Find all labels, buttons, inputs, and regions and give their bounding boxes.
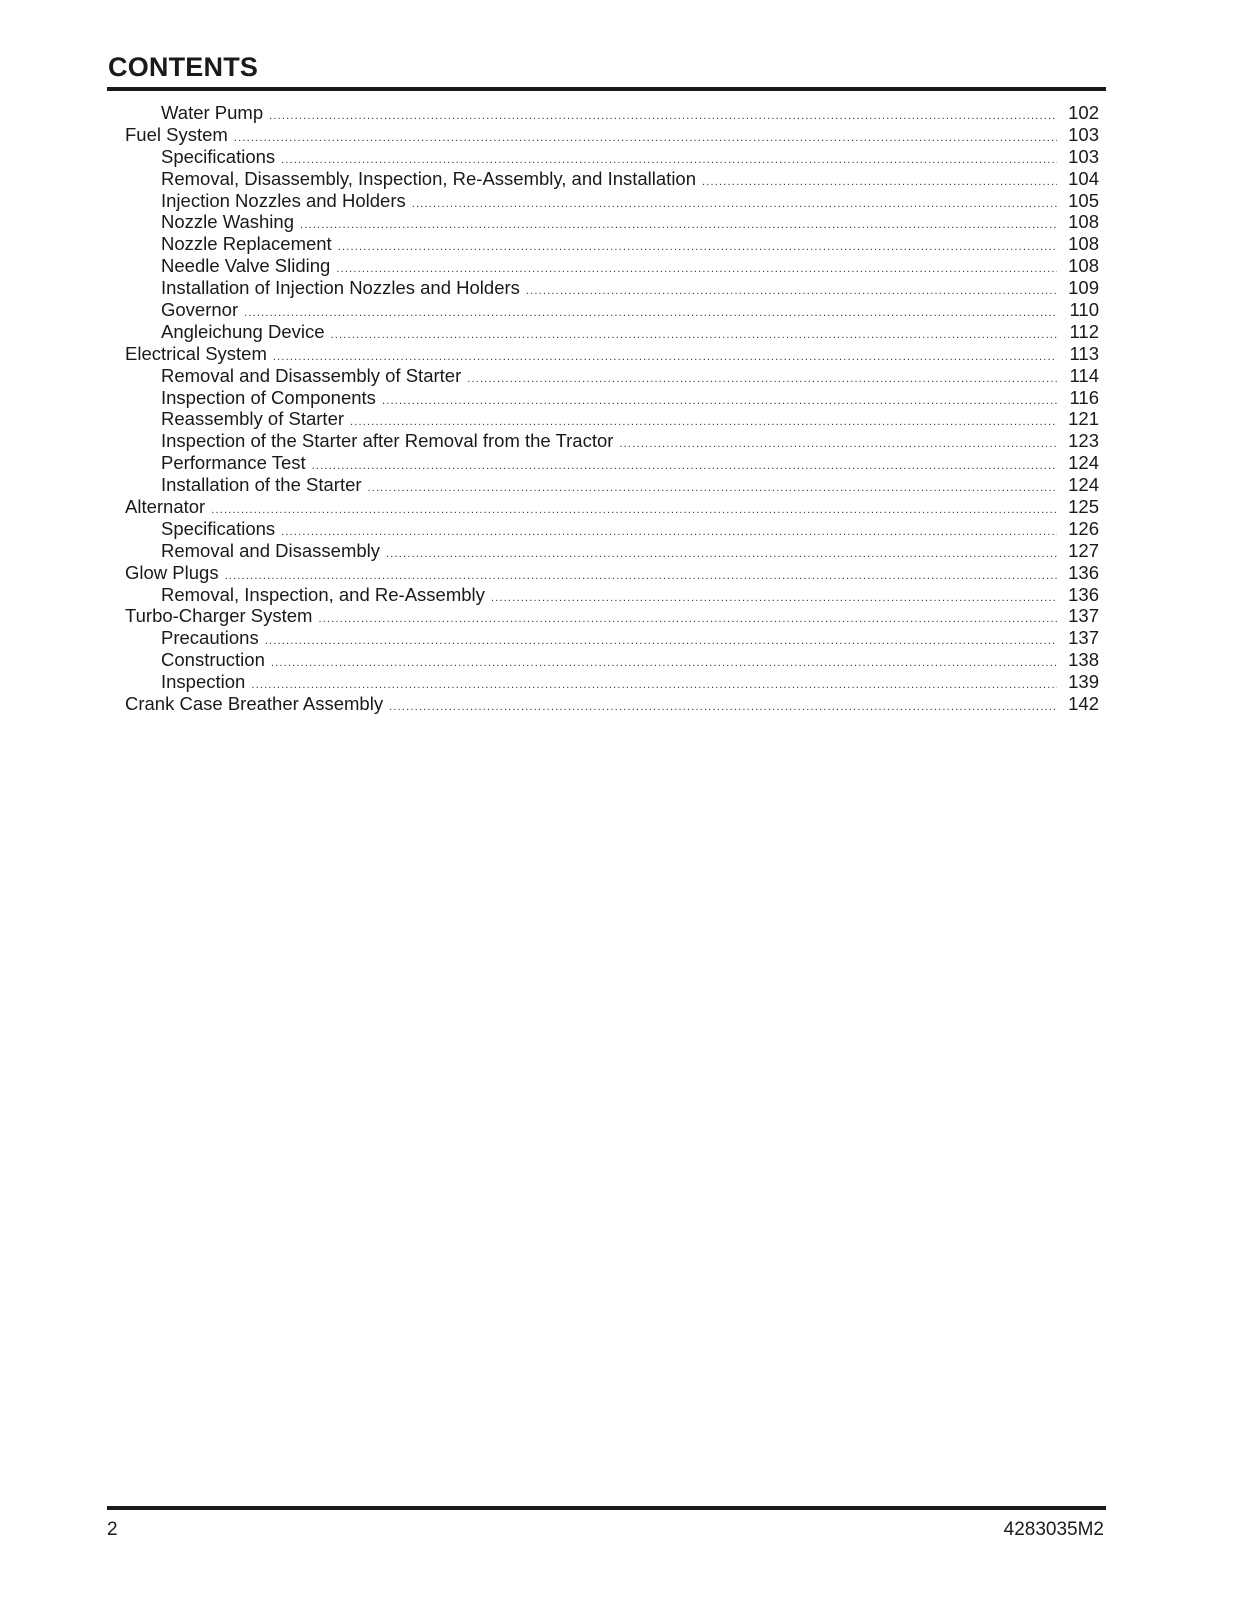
toc-entry-title: Specifications (161, 517, 276, 539)
toc-entry-title: Alternator (125, 496, 206, 518)
toc-entry[interactable] (107, 649, 1099, 671)
toc-entry[interactable] (107, 233, 1099, 255)
dot-leader (300, 215, 1057, 233)
toc-entry-title: Specifications (161, 145, 276, 167)
toc-entry-page-number: 126 (1068, 517, 1099, 539)
toc-entry[interactable] (107, 102, 1099, 124)
toc-entry[interactable] (107, 540, 1099, 562)
toc-entry[interactable] (107, 605, 1099, 627)
toc-entry[interactable] (107, 124, 1099, 146)
dot-leader (526, 281, 1057, 299)
toc-entry-page-number: 103 (1068, 123, 1099, 145)
toc-entry-page-number: 127 (1068, 539, 1099, 561)
dot-leader (234, 128, 1057, 146)
dot-leader (389, 697, 1057, 715)
table-of-contents (107, 102, 1099, 715)
toc-entry[interactable] (107, 168, 1099, 190)
toc-entry-title: Installation of the Starter (161, 474, 362, 496)
toc-entry-page-number: 105 (1068, 189, 1099, 211)
toc-entry-page-number: 108 (1068, 211, 1099, 233)
toc-entry-title: Needle Valve Sliding (161, 255, 331, 277)
dot-leader (331, 325, 1057, 343)
toc-entry[interactable] (107, 518, 1099, 540)
footer-document-code: 4283035M2 (1003, 1519, 1104, 1540)
toc-entry-title: Glow Plugs (125, 561, 219, 583)
toc-entry[interactable] (107, 452, 1099, 474)
toc-entry-title: Inspection (161, 671, 246, 693)
toc-entry-page-number: 110 (1069, 299, 1099, 321)
toc-entry-title: Removal, Disassembly, Inspection, Re-Assembly, and Installation (161, 167, 697, 189)
toc-entry-title: Inspection of Components (161, 386, 376, 408)
toc-entry[interactable] (107, 211, 1099, 233)
toc-entry-title: Installation of Injection Nozzles and Holders (161, 277, 520, 299)
toc-entry-page-number: 113 (1069, 342, 1099, 364)
toc-entry-page-number: 124 (1068, 474, 1099, 496)
footer-page-number: 2 (107, 1519, 118, 1540)
dot-leader (244, 303, 1057, 321)
toc-entry[interactable] (107, 408, 1099, 430)
toc-entry-page-number: 137 (1068, 605, 1099, 627)
toc-entry[interactable] (107, 496, 1099, 518)
toc-entry-title: Removal and Disassembly of Starter (161, 364, 462, 386)
toc-entry-title: Nozzle Replacement (161, 233, 332, 255)
toc-entry-title: Removal and Disassembly (161, 539, 381, 561)
toc-entry-title: Water Pump (161, 102, 264, 123)
toc-entry-page-number: 139 (1068, 671, 1099, 693)
toc-entry-title: Injection Nozzles and Holders (161, 189, 406, 211)
dot-leader (368, 478, 1057, 496)
toc-entry-title: Inspection of the Starter after Removal from the Tractor (161, 430, 614, 452)
dot-leader (382, 391, 1057, 409)
toc-entry-page-number: 102 (1068, 102, 1099, 123)
toc-entry-page-number: 121 (1068, 408, 1099, 430)
toc-entry-title: Construction (161, 649, 265, 671)
toc-entry-page-number: 114 (1069, 364, 1099, 386)
toc-entry-page-number: 124 (1068, 452, 1099, 474)
dot-leader (386, 544, 1057, 562)
dot-leader (281, 150, 1057, 168)
toc-entry-page-number: 108 (1068, 233, 1099, 255)
toc-entry[interactable] (107, 671, 1099, 693)
toc-entry-page-number: 104 (1068, 167, 1099, 189)
toc-entry[interactable] (107, 627, 1099, 649)
toc-entry-page-number: 103 (1068, 145, 1099, 167)
toc-entry-title: Governor (161, 299, 239, 321)
toc-entry[interactable] (107, 430, 1099, 452)
toc-entry[interactable] (107, 387, 1099, 409)
dot-leader (269, 106, 1057, 124)
toc-entry[interactable] (107, 343, 1099, 365)
toc-entry[interactable] (107, 277, 1099, 299)
toc-entry-page-number: 109 (1068, 277, 1099, 299)
toc-entry-title: Precautions (161, 627, 259, 649)
dot-leader (281, 522, 1057, 540)
toc-entry[interactable] (107, 693, 1099, 715)
toc-entry-title: Crank Case Breather Assembly (125, 693, 384, 715)
dot-leader (211, 500, 1057, 518)
dot-leader (702, 172, 1057, 190)
toc-entry-title: Removal, Inspection, and Re-Assembly (161, 583, 485, 605)
toc-entry-page-number: 138 (1068, 649, 1099, 671)
toc-entry[interactable] (107, 190, 1099, 212)
toc-entry-title: Performance Test (161, 452, 306, 474)
toc-entry-page-number: 142 (1068, 693, 1099, 715)
toc-entry[interactable] (107, 562, 1099, 584)
dot-leader (467, 369, 1057, 387)
toc-entry-page-number: 136 (1068, 561, 1099, 583)
dot-leader (265, 631, 1057, 649)
dot-leader (312, 456, 1057, 474)
dot-leader (318, 609, 1057, 627)
dot-leader (350, 412, 1057, 430)
page-title: CONTENTS (108, 52, 259, 82)
toc-entry-title: Turbo-Charger System (125, 605, 313, 627)
toc-entry-title: Angleichung Device (161, 320, 325, 342)
toc-entry-page-number: 112 (1069, 320, 1099, 342)
dot-leader (412, 194, 1057, 212)
dot-leader (273, 347, 1057, 365)
toc-entry[interactable] (107, 299, 1099, 321)
toc-entry[interactable] (107, 146, 1099, 168)
toc-entry-title: Fuel System (125, 123, 228, 145)
dot-leader (251, 675, 1057, 693)
toc-entry-page-number: 108 (1068, 255, 1099, 277)
toc-entry[interactable] (107, 474, 1099, 496)
toc-entry[interactable] (107, 365, 1099, 387)
toc-entry[interactable] (107, 255, 1099, 277)
toc-entry-page-number: 123 (1068, 430, 1099, 452)
dot-leader (619, 434, 1057, 452)
toc-entry[interactable] (107, 321, 1099, 343)
toc-entry-page-number: 136 (1068, 583, 1099, 605)
toc-entry[interactable] (107, 584, 1099, 606)
toc-entry-page-number: 125 (1068, 496, 1099, 518)
toc-entry-page-number: 116 (1069, 386, 1099, 408)
header-divider (107, 87, 1106, 91)
toc-entry-title: Reassembly of Starter (161, 408, 345, 430)
dot-leader (338, 237, 1057, 255)
dot-leader (271, 653, 1057, 671)
dot-leader (491, 588, 1057, 606)
dot-leader (225, 566, 1057, 584)
footer-divider (107, 1506, 1106, 1510)
dot-leader (336, 259, 1057, 277)
toc-entry-page-number: 137 (1068, 627, 1099, 649)
toc-entry-title: Nozzle Washing (161, 211, 294, 233)
toc-entry-title: Electrical System (125, 342, 267, 364)
